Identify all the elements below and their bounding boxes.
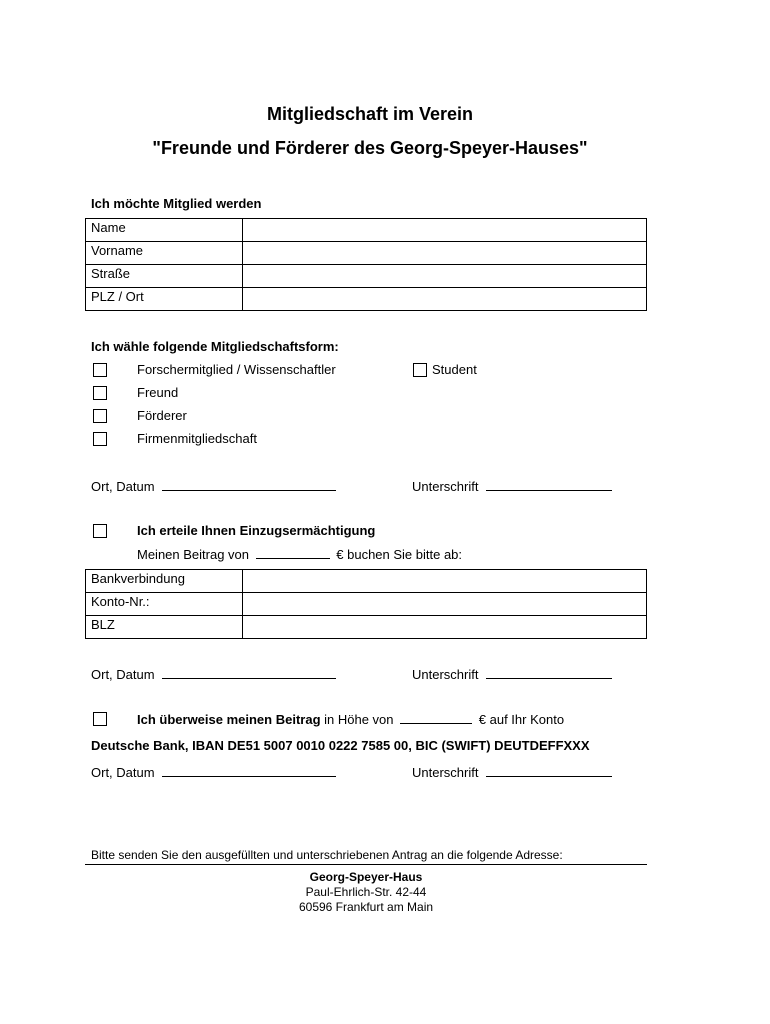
footer-divider bbox=[85, 864, 647, 865]
bank-label: Bankverbindung bbox=[86, 570, 243, 593]
student-checkbox[interactable] bbox=[413, 363, 427, 377]
table-row bbox=[86, 265, 647, 288]
signature-block-2 bbox=[412, 666, 612, 682]
footer-street: Paul-Ehrlich-Str. 42-44 bbox=[305, 885, 427, 899]
signature-block-1 bbox=[412, 478, 612, 494]
signature-row-2 bbox=[91, 666, 336, 682]
association-name: "Freunde und Förderer des Georg-Speyer-Hauses" bbox=[152, 138, 588, 158]
signature-field[interactable] bbox=[486, 666, 612, 679]
zip-city-field[interactable] bbox=[243, 288, 647, 311]
table-row bbox=[86, 593, 647, 616]
account-number-label: Konto-Nr.: bbox=[86, 593, 243, 616]
table-row bbox=[86, 242, 647, 265]
place-date-field[interactable] bbox=[162, 764, 336, 777]
place-date-field[interactable] bbox=[162, 666, 336, 679]
transfer-checkbox[interactable] bbox=[93, 712, 107, 726]
first-name-label: Vorname bbox=[86, 242, 243, 265]
researcher-checkbox[interactable] bbox=[93, 363, 107, 377]
bank-details: Deutsche Bank, IBAN DE51 5007 0010 0222 7585 00, BIC (SWIFT) DEUTDEFFXXX bbox=[91, 738, 590, 753]
transfer-line bbox=[137, 711, 564, 727]
signature-row-3 bbox=[91, 764, 336, 780]
street-field[interactable] bbox=[243, 265, 647, 288]
transfer-suffix: € auf Ihr Konto bbox=[478, 712, 565, 727]
signature-label: Unterschrift bbox=[412, 667, 479, 682]
signature-label: Unterschrift bbox=[412, 479, 479, 494]
table-row bbox=[86, 616, 647, 639]
transfer-amount-field[interactable] bbox=[400, 711, 472, 724]
student-label: Student bbox=[432, 362, 477, 377]
account-number-field[interactable] bbox=[243, 593, 647, 616]
debit-amount-line bbox=[137, 546, 462, 562]
signature-row-1 bbox=[91, 478, 336, 494]
company-checkbox[interactable] bbox=[93, 432, 107, 446]
signature-field[interactable] bbox=[486, 764, 612, 777]
form-title: Mitgliedschaft im Verein bbox=[266, 104, 474, 124]
place-date-label: Ort, Datum bbox=[91, 765, 155, 780]
name-field[interactable] bbox=[243, 219, 647, 242]
company-label: Firmenmitgliedschaft bbox=[137, 431, 257, 446]
zip-city-label: PLZ / Ort bbox=[86, 288, 243, 311]
friend-checkbox[interactable] bbox=[93, 386, 107, 400]
bank-field[interactable] bbox=[243, 570, 647, 593]
direct-debit-heading: Ich erteile Ihnen Einzugsermächtigung bbox=[137, 523, 376, 538]
membership-type-heading: Ich wähle folgende Mitgliedschaftsform: bbox=[91, 339, 339, 354]
sponsor-label: Förderer bbox=[137, 408, 187, 423]
blz-label: BLZ bbox=[86, 616, 243, 639]
member-heading: Ich möchte Mitglied werden bbox=[91, 196, 262, 211]
blz-field[interactable] bbox=[243, 616, 647, 639]
direct-debit-checkbox[interactable] bbox=[93, 524, 107, 538]
place-date-label: Ort, Datum bbox=[91, 479, 155, 494]
debit-amount-suffix: € buchen Sie bitte ab: bbox=[336, 547, 463, 562]
bank-table bbox=[85, 569, 647, 639]
table-row bbox=[86, 219, 647, 242]
member-table bbox=[85, 218, 647, 311]
first-name-field[interactable] bbox=[243, 242, 647, 265]
footer-instruction: Bitte senden Sie den ausgefüllten und unterschriebenen Antrag an die folgende Adresse: bbox=[91, 848, 563, 862]
street-label: Straße bbox=[86, 265, 243, 288]
transfer-heading: Ich überweise meinen Beitrag bbox=[137, 712, 321, 727]
researcher-label: Forschermitglied / Wissenschaftler bbox=[137, 362, 336, 377]
signature-field[interactable] bbox=[486, 478, 612, 491]
sponsor-checkbox[interactable] bbox=[93, 409, 107, 423]
friend-label: Freund bbox=[137, 385, 179, 400]
signature-block-3 bbox=[412, 764, 612, 780]
debit-amount-field[interactable] bbox=[256, 546, 330, 559]
name-label: Name bbox=[86, 219, 243, 242]
footer-org: Georg-Speyer-Haus bbox=[309, 870, 423, 884]
debit-amount-prefix: Meinen Beitrag von bbox=[137, 547, 250, 562]
place-date-field[interactable] bbox=[162, 478, 336, 491]
table-row bbox=[86, 570, 647, 593]
table-row bbox=[86, 288, 647, 311]
transfer-middle: in Höhe von bbox=[324, 712, 394, 727]
place-date-label: Ort, Datum bbox=[91, 667, 155, 682]
footer-city: 60596 Frankfurt am Main bbox=[298, 900, 434, 914]
signature-label: Unterschrift bbox=[412, 765, 479, 780]
